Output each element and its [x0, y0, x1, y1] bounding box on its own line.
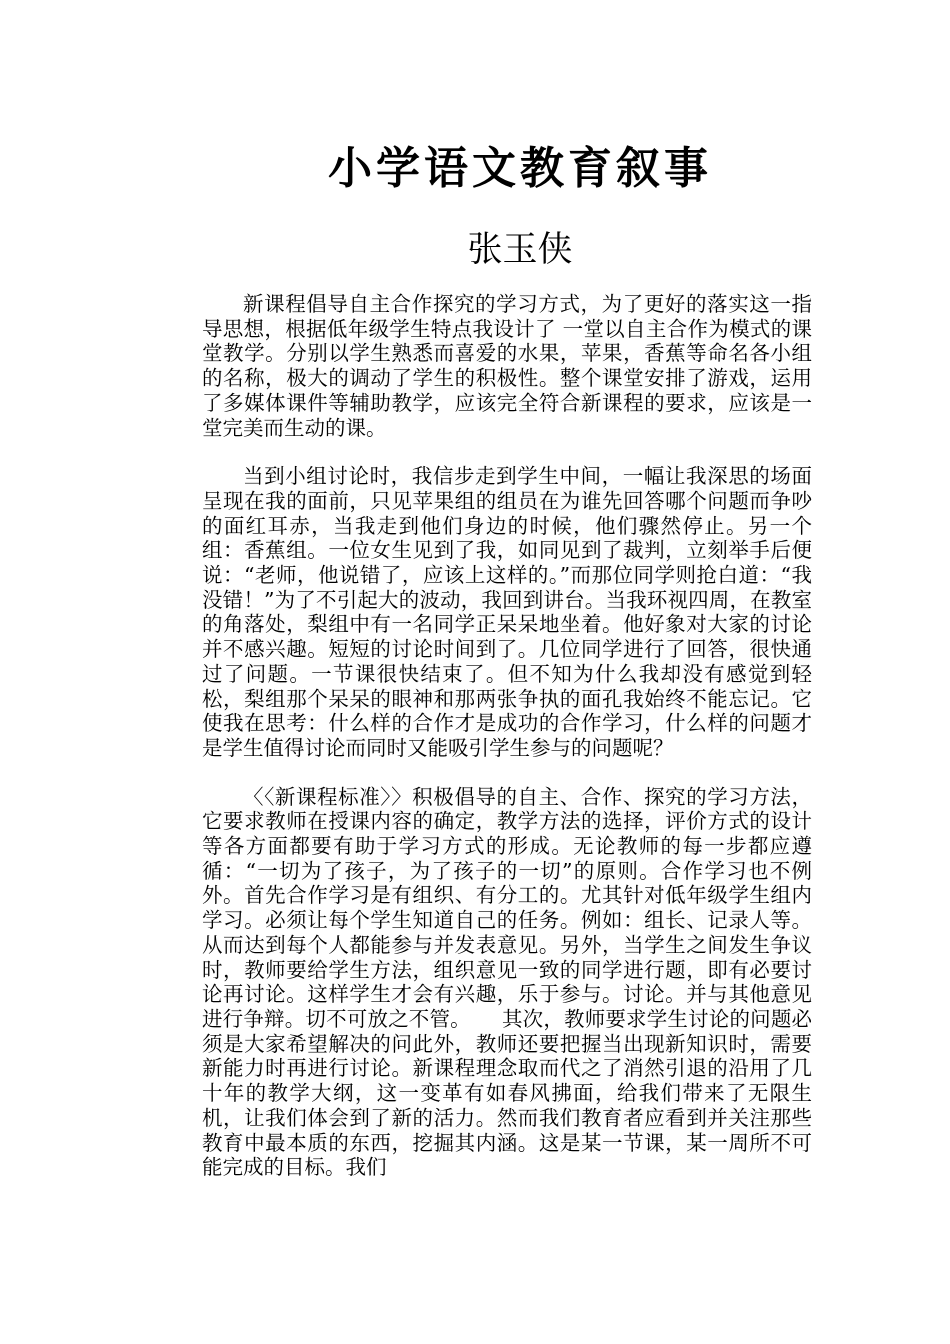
body-text: [202, 292, 812, 1204]
paragraph-3: 〈〈新课程标准〉〉积极倡导的自主、合作、探究的学习方法，它要求教师在授课内容的确定，教学方法的选择，评价方式的设计等各方面都要有助于学习方式的形成。无论教师的每一步都应遵循：“一切为了孩子，为了孩子的一切”的原则。合作学习也不例外。首先合作学习是有组织、有分工的。尤其针对低年级学生组内学习。必须让每个学生知道自己的任务。例如：组长、记录人等。从而达到每个人都能参与并发表意见。另外，当学生之间发生争议时，教师要给学生方法，组织意见一致的同学进行题，即有必要讨论再讨论。这样学生才会有兴趣，乐于参与。讨论。并与其他意见进行争辩。切不可放之不管。 其次，教师要求学生讨论的问题必须是大家希望解决的问此外，教师还要把握当出现新知识时，需要新能力时再进行讨论。新课程理念取而代之了消然引退的沿用了几十年的教学大纲，这一变革有如春风拂面，给我们带来了无限生机，让我们体会到了新的活力。然而我们教育者应看到并关注那些教育中最本质的东西，挖掘其内涵。这是某一节课，某一周所不可能完成的目标。我们: [202, 784, 812, 1180]
paragraph-2: 当到小组讨论时，我信步走到学生中间，一幅让我深思的场面呈现在我的面前，只见苹果组的组员在为谁先回答哪个问题而争吵的面红耳赤，当我走到他们身边的时候，他们骤然停止。另一个组：香蕉组。一位女生见到了我，如同见到了裁判，立刻举手后便说：“老师，他说错了，应该上这样的。”而那位同学则抢白道：“我没错！”为了不引起大的波动，我回到讲台。当我环视四周，在教室的角落处，梨组中有一名同学正呆呆地坐着。他好象对大家的讨论并不感兴趣。短短的讨论时间到了。几位同学进行了回答，很快通过了问题。一节课很快结束了。但不知为什么我却没有感觉到轻松，梨组那个呆呆的眼神和那两张争执的面孔我始终不能忘记。它使我在思考：什么样的合作才是成功的合作学习，什么样的问题才是学生值得讨论而同时又能吸引学生参与的问题呢？: [202, 464, 812, 760]
document-title: 小学语文教育叙事: [328, 143, 712, 194]
paragraph-1: 新课程倡导自主合作探究的学习方式，为了更好的落实这一指导思想，根据低年级学生特点我设计了 一堂以自主合作为模式的课堂教学。分别以学生熟悉而喜爱的水果，苹果，香蕉等命名各小组的名称，极大的调动了学生的积极性。整个课堂安排了游戏，运用了多媒体课件等辅助教学，应该完全符合新课程的要求，应该是一堂完美而生动的课。: [202, 292, 812, 440]
author-name: 张玉侠: [467, 230, 573, 270]
